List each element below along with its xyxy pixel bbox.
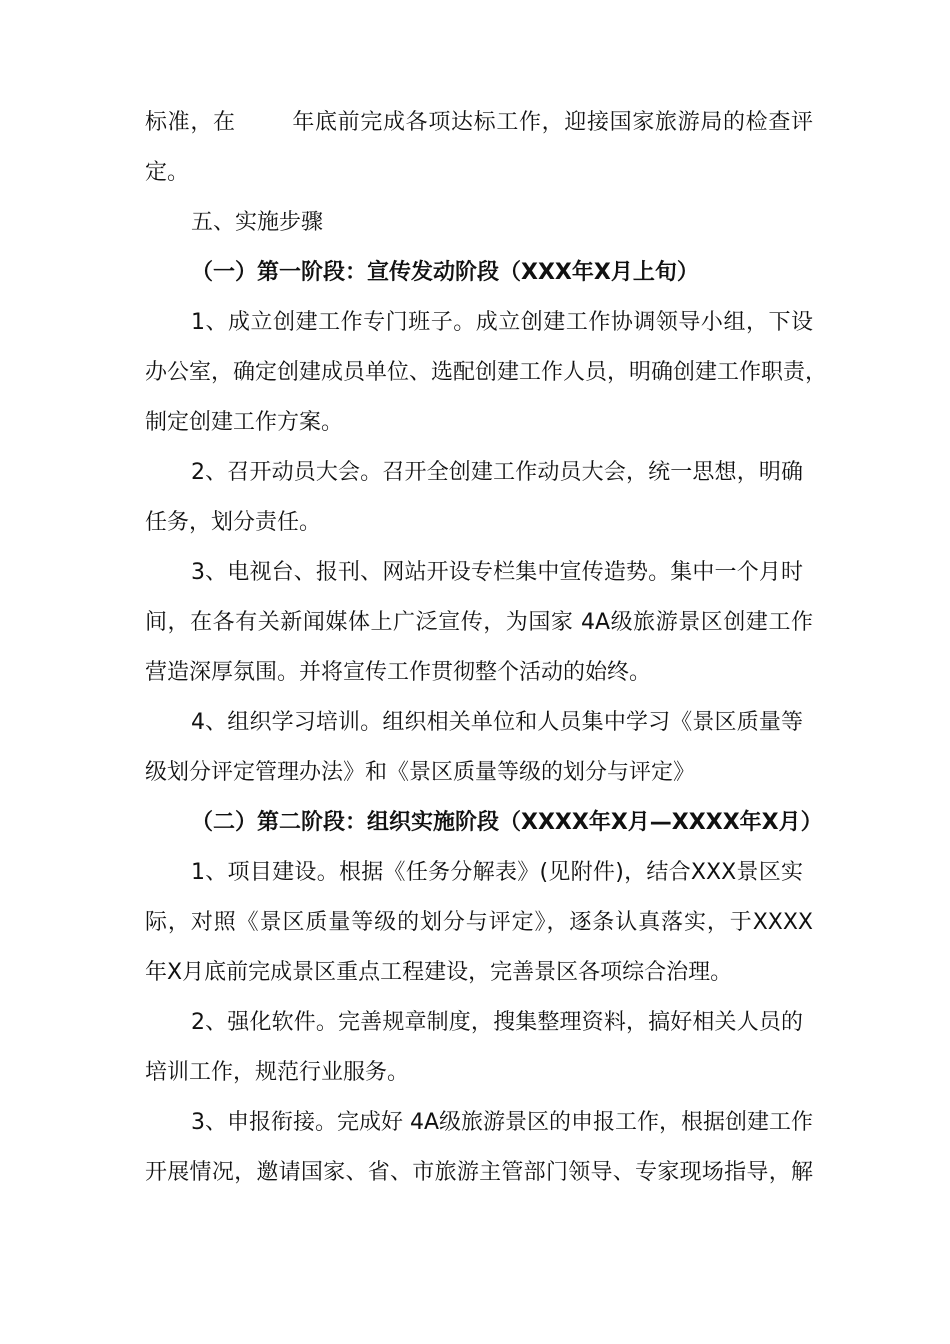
paragraph-line: 3、申报衔接。完成好 4A级旅游景区的申报工作，根据创建工作 <box>191 1110 814 1135</box>
paragraph-line: 年X月底前完成景区重点工程建设，完善景区各项综合治理。 <box>145 960 733 985</box>
paragraph-line: 级划分评定管理办法》和《景区质量等级的划分与评定》 <box>145 760 696 785</box>
paragraph-line: 营造深厚氛围。并将宣传工作贯彻整个活动的始终。 <box>145 660 652 685</box>
paragraph-line: 制定创建工作方案。 <box>145 410 344 435</box>
line-text-part: 年底前完成各项达标工作，迎接国家旅游局的检查评 <box>291 110 813 135</box>
paragraph-line: 际，对照《景区质量等级的划分与评定》，逐条认真落实，于XXXX <box>145 910 813 935</box>
paragraph-line: 1、成立创建工作专门班子。成立创建工作协调领导小组，下设 <box>191 310 813 335</box>
paragraph-line: 办公室，确定创建成员单位、选配创建工作人员，明确创建工作职责， <box>145 360 828 385</box>
stage-heading: （一）第一阶段：宣传发动阶段（XXX年X月上旬） <box>191 260 699 285</box>
section-heading: 五、实施步骤 <box>191 210 324 235</box>
paragraph-line <box>145 108 813 138</box>
paragraph-line: 任务，划分责任。 <box>145 510 322 535</box>
paragraph-line: 开展情况，邀请国家、省、市旅游主管部门领导、专家现场指导，解 <box>145 1160 813 1185</box>
stage-heading: （二）第二阶段：组织实施阶段（XXXX年X月—XXXX年X月） <box>191 810 823 835</box>
paragraph-line: 3、电视台、报刊、网站开设专栏集中宣传造势。集中一个月时 <box>191 560 803 585</box>
paragraph-line: 定。 <box>145 160 190 185</box>
paragraph-line: 2、强化软件。完善规章制度，搜集整理资料，搞好相关人员的 <box>191 1010 803 1035</box>
paragraph-line: 培训工作，规范行业服务。 <box>145 1060 410 1085</box>
paragraph-line: 4、组织学习培训。组织相关单位和人员集中学习《景区质量等 <box>191 710 803 735</box>
paragraph-line: 1、项目建设。根据《任务分解表》(见附件)，结合XXX景区实 <box>191 860 803 885</box>
paragraph-line: 间，在各有关新闻媒体上广泛宣传，为国家 4A级旅游景区创建工作 <box>145 610 813 635</box>
line-text-part: 标准，在 <box>145 110 236 135</box>
paragraph-line: 2、召开动员大会。召开全创建工作动员大会，统一思想，明确 <box>191 460 803 485</box>
